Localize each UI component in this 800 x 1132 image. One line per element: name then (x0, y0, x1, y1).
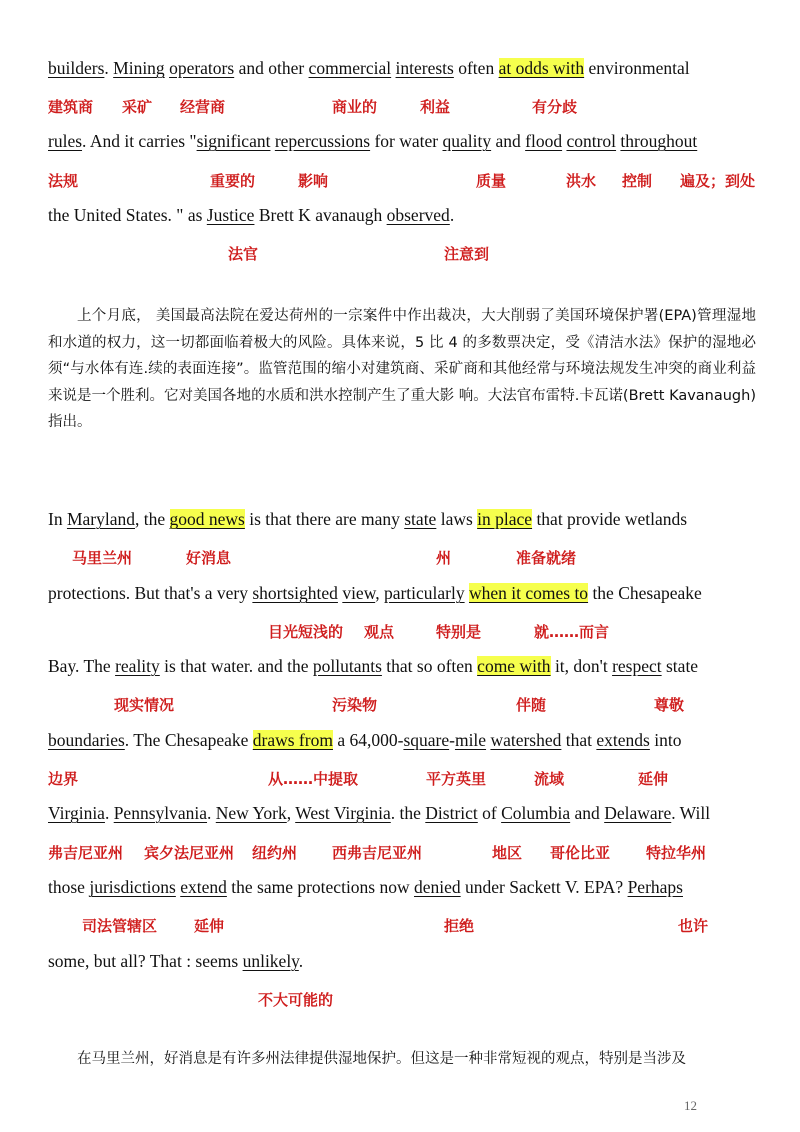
underlined-vocab-word: interests (395, 58, 454, 78)
underlined-vocab-word: reality (115, 656, 160, 676)
text-run: under Sackett V. EPA? (460, 877, 628, 897)
text-run: and other (234, 58, 309, 78)
chinese-gloss: 平方英里 (426, 770, 487, 788)
chinese-gloss: 现实情况 (114, 696, 175, 714)
chinese-gloss: 司法管辖区 (82, 917, 158, 935)
text-run: protections. But that's a very (48, 583, 253, 603)
underlined-vocab-word: observed (386, 205, 450, 225)
english-line (48, 656, 758, 677)
chinese-gloss: 特拉华州 (646, 844, 707, 862)
chinese-gloss: 目光短浅的 (268, 623, 344, 641)
underlined-vocab-word: significant (196, 131, 271, 151)
text-run: . And it carries " (82, 131, 197, 151)
text-run: of (477, 803, 502, 823)
chinese-gloss: 不大可能的 (258, 991, 334, 1009)
text-run: the Chesapeake (588, 583, 702, 603)
chinese-gloss: 西弗吉尼亚州 (332, 844, 423, 862)
text-run: those (48, 877, 90, 897)
gloss-line (0, 547, 800, 569)
highlighted-phrase: good news (169, 509, 245, 529)
text-run: Brett K avanaugh (254, 205, 387, 225)
gloss-line (0, 842, 800, 864)
english-line (48, 877, 758, 898)
chinese-gloss: 边界 (48, 770, 79, 788)
english-line (48, 803, 758, 824)
chinese-gloss: 伴随 (516, 696, 547, 714)
underlined-vocab-word: flood (525, 131, 563, 151)
chinese-gloss: 利益 (420, 98, 451, 116)
chinese-gloss: 好消息 (186, 549, 232, 567)
underlined-vocab-word: boundaries (48, 730, 125, 750)
text-run: . (449, 205, 455, 225)
chinese-gloss: 建筑商 (48, 98, 94, 116)
english-line (48, 583, 758, 604)
highlighted-phrase: at odds with (498, 58, 585, 78)
gloss-line (0, 96, 800, 118)
highlighted-phrase: come with (477, 656, 551, 676)
chinese-gloss: 地区 (492, 844, 523, 862)
page-number: 12 (684, 1098, 697, 1113)
gloss-line (0, 621, 800, 643)
underlined-vocab-word: unlikely (242, 951, 299, 971)
underlined-vocab-word: denied (414, 877, 461, 897)
chinese-gloss: 马里兰州 (72, 549, 133, 567)
underlined-vocab-word: particularly (383, 583, 465, 603)
chinese-gloss: 污染物 (332, 696, 378, 714)
chinese-gloss: 法官 (228, 245, 259, 263)
text-run: often (453, 58, 499, 78)
chinese-gloss: 遍及；到处 (680, 172, 756, 190)
chinese-gloss: 经营商 (180, 98, 226, 116)
chinese-gloss: 重要的 (210, 172, 256, 190)
text-run: , (286, 803, 296, 823)
text-run: environmental (584, 58, 690, 78)
chinese-gloss: 拒绝 (444, 917, 475, 935)
underlined-vocab-word: throughout (620, 131, 698, 151)
text-run: that (561, 730, 597, 750)
underlined-vocab-word: Mining (113, 58, 165, 78)
chinese-gloss: 洪水 (566, 172, 597, 190)
chinese-gloss: 观点 (364, 623, 395, 641)
chinese-gloss: 注意到 (444, 245, 490, 263)
underlined-vocab-word: repercussions (274, 131, 371, 151)
underlined-vocab-word: pollutants (312, 656, 382, 676)
underlined-vocab-word: Maryland (66, 509, 135, 529)
text-run: and (491, 131, 526, 151)
text-run: is that water. and the (159, 656, 313, 676)
text-run: the United States. " as (48, 205, 207, 225)
chinese-translation-paragraph: 在马里兰州，好消息是有许多州法律提供湿地保护。但这是一种非常短视的观点，特别是当涉及 (77, 1051, 686, 1067)
chinese-gloss: 哥伦比亚 (550, 844, 611, 862)
text-run: is that there are many (244, 509, 405, 529)
chinese-gloss: 法规 (48, 172, 79, 190)
underlined-vocab-word: West Virginia (295, 803, 391, 823)
underlined-vocab-word: respect (612, 656, 662, 676)
chinese-gloss: 就……而言 (534, 623, 610, 641)
english-line (48, 730, 758, 751)
text-run: that so often (381, 656, 478, 676)
chinese-gloss: 尊敬 (654, 696, 685, 714)
gloss-line (0, 768, 800, 790)
underlined-vocab-word: New York (215, 803, 287, 823)
chinese-gloss: 宾夕法尼亚州 (144, 844, 235, 862)
text-run: - (449, 730, 455, 750)
chinese-gloss: 商业的 (332, 98, 378, 116)
text-run: and (570, 803, 605, 823)
gloss-line (0, 170, 800, 192)
underlined-vocab-word: jurisdictions (89, 877, 176, 897)
underlined-vocab-word: Justice (206, 205, 255, 225)
chinese-gloss: 从……中提取 (268, 770, 359, 788)
underlined-vocab-word: Virginia (48, 803, 105, 823)
chinese-gloss: 采矿 (122, 98, 153, 116)
chinese-gloss: 特别是 (436, 623, 482, 641)
underlined-vocab-word: mile (454, 730, 487, 750)
text-run: the same protections now (226, 877, 414, 897)
chinese-gloss: 有分歧 (532, 98, 578, 116)
highlighted-phrase: draws from (252, 730, 333, 750)
chinese-gloss: 影响 (298, 172, 329, 190)
text-run: . (207, 803, 216, 823)
underlined-vocab-word: rules (48, 131, 83, 151)
text-run: that provide wetlands (532, 509, 688, 529)
chinese-gloss: 延伸 (638, 770, 669, 788)
text-run: . the (390, 803, 426, 823)
chinese-translation-paragraph: 上个月底， 美国最高法院在爱达荷州的一宗案件中作出裁决，大大削弱了美国环境保护署(EPA)管理湿地和水道的权力，这一切都面临着极大的风险。具体来说，5 比 4 的多数票决定，受《清洁水法》保护的湿地必须“与水体有连.续的表面连接”。监管范围的缩小对建筑商、采矿商和其他经常与环境法规发生冲突的商业利益来说是一个胜利。它对美国各地的水质和洪水控制产生了重大影 响。大法官布雷特.卡瓦诺(Brett Kavanaugh)指出。 (48, 308, 756, 430)
english-line (48, 58, 758, 79)
underlined-vocab-word: Delaware (604, 803, 672, 823)
underlined-vocab-word: Perhaps (627, 877, 683, 897)
text-run: into (649, 730, 682, 750)
english-line (48, 509, 758, 530)
text-run: . (104, 58, 114, 78)
underlined-vocab-word: square (403, 730, 450, 750)
text-run: In (48, 509, 67, 529)
underlined-vocab-word: Pennsylvania (113, 803, 208, 823)
text-run: , (375, 583, 384, 603)
text-run: some, but all? That : seems (48, 951, 243, 971)
text-run: laws (436, 509, 478, 529)
text-run: a 64,000- (332, 730, 404, 750)
underlined-vocab-word: operators (169, 58, 235, 78)
english-line (48, 205, 758, 226)
text-run: . Will (671, 803, 711, 823)
chinese-gloss: 控制 (622, 172, 653, 190)
underlined-vocab-word: control (566, 131, 617, 151)
underlined-vocab-word: view (342, 583, 376, 603)
underlined-vocab-word: District (425, 803, 478, 823)
text-run: . (298, 951, 304, 971)
underlined-vocab-word: extends (596, 730, 650, 750)
chinese-gloss: 延伸 (194, 917, 225, 935)
text-run: it, don't (550, 656, 613, 676)
underlined-vocab-word: commercial (308, 58, 392, 78)
underlined-vocab-word: Columbia (501, 803, 571, 823)
chinese-gloss: 质量 (476, 172, 507, 190)
underlined-vocab-word: quality (442, 131, 492, 151)
chinese-gloss: 流域 (534, 770, 565, 788)
text-run: for water (370, 131, 443, 151)
highlighted-phrase: when it comes to (468, 583, 589, 603)
text-run: , the (135, 509, 170, 529)
gloss-line (0, 989, 800, 1011)
chinese-gloss: 也许 (678, 917, 709, 935)
chinese-gloss: 州 (436, 549, 452, 567)
underlined-vocab-word: extend (180, 877, 227, 897)
chinese-gloss: 准备就绪 (516, 549, 577, 567)
underlined-vocab-word: watershed (490, 730, 562, 750)
english-line (48, 951, 758, 972)
english-line (48, 131, 758, 152)
underlined-vocab-word: state (404, 509, 437, 529)
chinese-gloss: 弗吉尼亚州 (48, 844, 124, 862)
gloss-line (0, 694, 800, 716)
underlined-vocab-word: shortsighted (252, 583, 338, 603)
text-run: . The Chesapeake (124, 730, 253, 750)
gloss-line (0, 243, 800, 265)
text-run: state (661, 656, 699, 676)
chinese-gloss: 纽约州 (252, 844, 298, 862)
highlighted-phrase: in place (477, 509, 533, 529)
text-run: . (104, 803, 114, 823)
text-run: Bay. The (48, 656, 116, 676)
gloss-line (0, 915, 800, 937)
underlined-vocab-word: builders (48, 58, 105, 78)
